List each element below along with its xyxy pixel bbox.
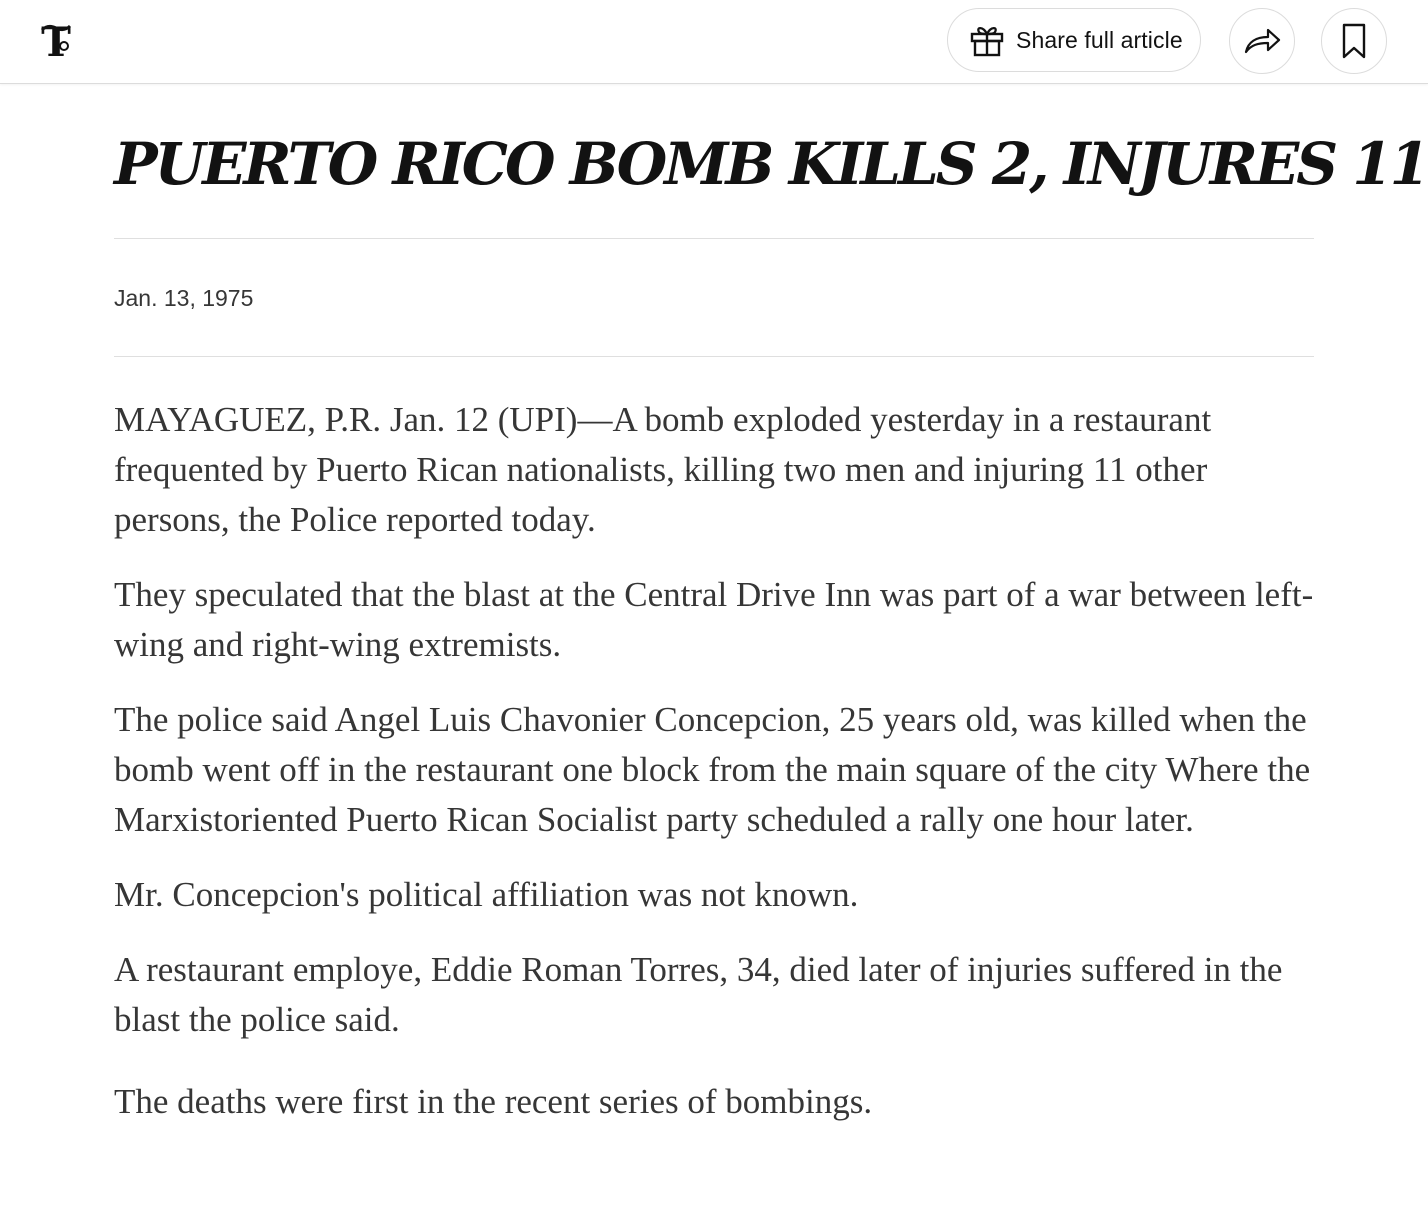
article-paragraph: They speculated that the blast at the Central Drive Inn was part of a war between left-wing and right-wing extremists. <box>114 575 1314 664</box>
top-toolbar <box>0 0 1428 84</box>
article-paragraph: A restaurant employe, Eddie Roman Torres, 34, died later of injuries suffered in the blast the police said. <box>114 950 1283 1039</box>
share-full-article-button[interactable] <box>947 8 1201 72</box>
article-paragraph: Mr. Concepcion's political affiliation was not known. <box>114 875 859 914</box>
share-arrow-icon <box>1242 26 1282 56</box>
share-button[interactable] <box>1229 8 1295 74</box>
article-headline: PUERTO RICO BOMB KILLS 2, INJURES 11 <box>114 130 1427 198</box>
share-full-article-label: Share full article <box>1016 26 1183 53</box>
gift-icon <box>968 21 1006 59</box>
date-divider <box>114 356 1314 357</box>
article-date: Jan. 13, 1975 <box>114 285 254 311</box>
article-text <box>114 395 1314 1152</box>
headline-divider <box>114 238 1314 239</box>
save-bookmark-button[interactable] <box>1321 8 1387 74</box>
article-paragraph: The police said Angel Luis Chavonier Concepcion, 25 years old, was killed when the bomb went off in the restaurant one block from the main square of the city Where the Marxistoriented Puerto Rican Socialist party scheduled a rally one hour later. <box>114 700 1311 839</box>
nyt-logo-icon[interactable] <box>36 20 76 64</box>
svg-text:T: T <box>41 20 71 64</box>
bookmark-icon <box>1340 22 1368 60</box>
article-paragraph: MAYAGUEZ, P.R. Jan. 12 (UPI)—A bomb exploded yesterday in a restaurant frequented by Puerto Rican nationalists, killing two men and injuring 11 other persons, the Police reported today. <box>114 400 1212 539</box>
article-paragraph: The deaths were first in the recent series of bombings. <box>114 1082 873 1121</box>
